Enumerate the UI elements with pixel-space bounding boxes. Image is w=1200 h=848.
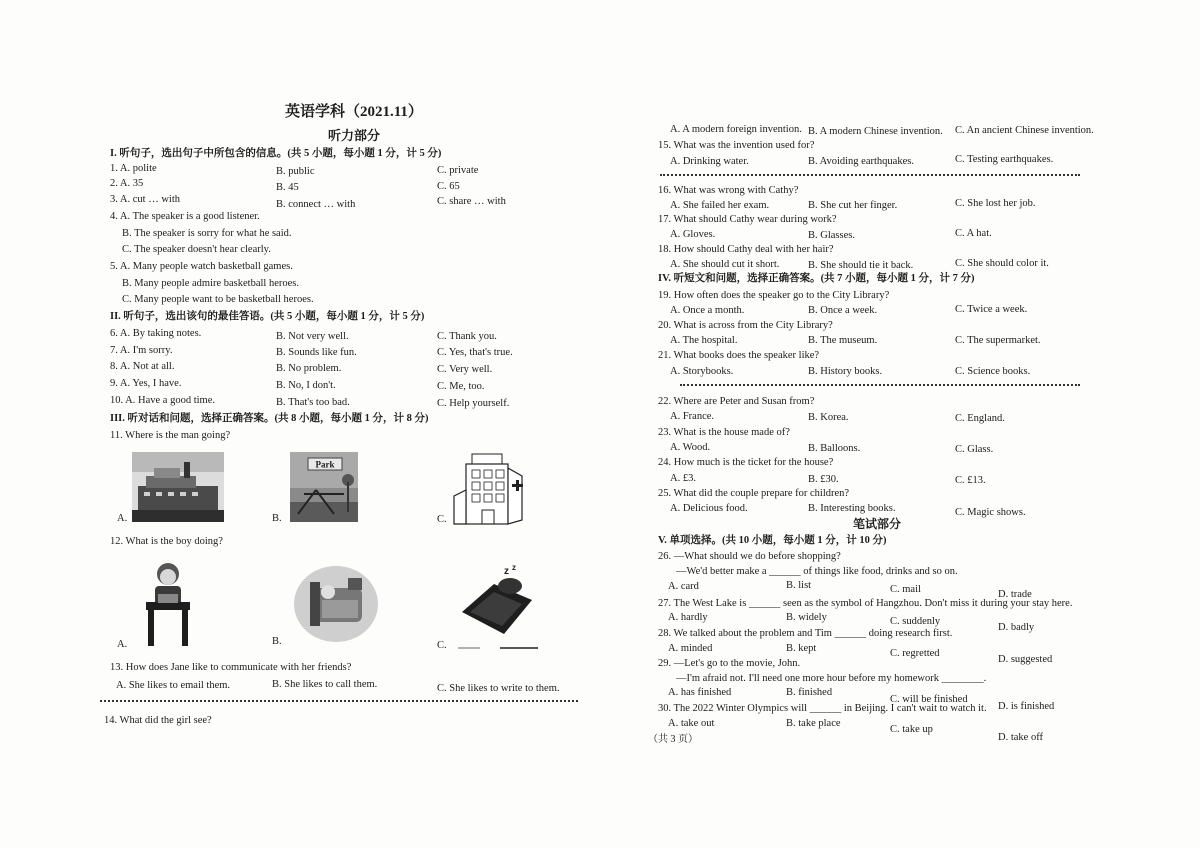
q19-question: 19. How often does the speaker go to the City Library? (658, 290, 890, 301)
q20-question: 20. What is across from the City Library? (658, 320, 833, 331)
q14-option-b: B. A modern Chinese invention. (808, 126, 943, 137)
q3-option-c: C. share … with (437, 196, 506, 207)
q1-option-a: 1. A. polite (110, 163, 157, 174)
q15-option-b: B. Avoiding earthquakes. (808, 156, 914, 167)
park-sign-text: Park (315, 459, 335, 470)
listening-heading: 听力部分 (328, 128, 381, 143)
q1-option-b: B. public (276, 166, 315, 177)
q28-option-a: A. minded (668, 643, 713, 654)
q2-option-c: C. 65 (437, 181, 460, 192)
q11-option-b-label: B. (272, 513, 282, 524)
section-2-heading: II. 听句子，选出该句的最佳答语。(共 5 小题，每小题 1 分，计 5 分) (110, 311, 425, 322)
q20-option-c: C. The supermarket. (955, 335, 1041, 346)
q10-option-c: C. Help yourself. (437, 398, 510, 409)
q29-question: 29. —Let's go to the movie, John. (658, 658, 801, 669)
q29-option-b: B. finished (786, 687, 833, 698)
q9-option-a: 9. A. Yes, I have. (110, 378, 182, 389)
q5-option-b: B. Many people admire basketball heroes. (122, 278, 299, 289)
q28-option-b: B. kept (786, 643, 817, 654)
q5-option-c: C. Many people want to be basketball heroes. (122, 294, 314, 305)
section-1-heading: I. 听句子，选出句子中所包含的信息。(共 5 小题，每小题 1 分，计 5 分) (110, 148, 442, 159)
q14-option-a: A. A modern foreign invention. (670, 124, 802, 135)
q19-option-b: B. Once a week. (808, 305, 878, 316)
q13-option-c: C. She likes to write to them. (437, 683, 560, 694)
q30-question: 30. The 2022 Winter Olympics will ______ in Beijing. I can't wait to watch it. (658, 703, 987, 714)
q2-option-b: B. 45 (276, 182, 299, 193)
q19-option-c: C. Twice a week. (955, 304, 1028, 315)
q21-option-a: A. Storybooks. (670, 366, 734, 377)
q8-option-c: C. Very well. (437, 364, 493, 375)
q16-question: 16. What was wrong with Cathy? (658, 185, 799, 196)
page-count-footer: （共 3 页） (648, 734, 698, 745)
q13-option-a: A. She likes to email them. (116, 680, 231, 691)
q26-option-b: B. list (786, 580, 812, 591)
q4-option-a: 4. A. The speaker is a good listener. (110, 211, 260, 222)
q26-option-d: D. trade (998, 589, 1032, 600)
section-3-heading: III. 听对话和问题，选择正确答案。(共 8 小题，每小题 1 分，计 8 分) (110, 413, 429, 424)
q27-option-b: B. widely (786, 612, 827, 623)
q9-option-c: C. Me, too. (437, 381, 485, 392)
q22-option-b: B. Korea. (808, 412, 849, 423)
q30-option-c: C. take up (890, 724, 933, 735)
q21-option-b: B. History books. (808, 366, 883, 377)
q8-option-a: 8. A. Not at all. (110, 361, 175, 372)
q13-question: 13. How does Jane like to communicate with her friends? (110, 662, 352, 673)
q15-option-c: C. Testing earthquakes. (955, 154, 1054, 165)
q6-option-c: C. Thank you. (437, 331, 497, 342)
q18-option-c: C. She should color it. (955, 258, 1049, 269)
q26-question-line2: —We'd better make a ______ of things like food, drinks and so on. (676, 566, 958, 577)
q10-option-a: 10. A. Have a good time. (110, 395, 215, 406)
q23-option-c: C. Glass. (955, 444, 994, 455)
q17-option-c: C. A hat. (955, 228, 992, 239)
q27-option-c: C. suddenly (890, 616, 941, 627)
cut-line-right-1 (660, 174, 1080, 176)
q24-option-c: C. £13. (955, 475, 986, 486)
q15-question: 15. What was the invention used for? (658, 140, 815, 151)
q6-option-a: 6. A. By taking notes. (110, 328, 202, 339)
q26-option-a: A. card (668, 581, 699, 592)
q23-option-b: B. Balloons. (808, 443, 861, 454)
q27-option-d: D. badly (998, 622, 1035, 633)
svg-text:z: z (512, 563, 516, 572)
q12-option-c-label: C. (437, 640, 447, 651)
q26-question: 26. —What should we do before shopping? (658, 551, 841, 562)
q24-option-b: B. £30. (808, 474, 839, 485)
q25-option-c: C. Magic shows. (955, 507, 1026, 518)
q18-question: 18. How should Cathy deal with her hair? (658, 244, 834, 255)
hospital-picture (452, 450, 524, 528)
q30-option-a: A. take out (668, 718, 715, 729)
park-picture (290, 452, 358, 522)
q26-option-c: C. mail (890, 584, 921, 595)
q5-option-a: 5. A. Many people watch basketball games. (110, 261, 293, 272)
boy-at-desk-picture (142, 560, 194, 648)
q29-option-a: A. has finished (668, 687, 732, 698)
q16-option-b: B. She cut her finger. (808, 200, 898, 211)
q11-option-c-label: C. (437, 514, 447, 525)
q3-option-a: 3. A. cut … with (110, 194, 180, 205)
exam-title: 英语学科（2021.11） (285, 104, 423, 120)
q10-option-b: B. That's too bad. (276, 397, 350, 408)
q22-option-c: C. England. (955, 413, 1005, 424)
q3-option-b: B. connect … with (276, 199, 356, 210)
q27-option-a: A. hardly (668, 612, 708, 623)
q20-option-a: A. The hospital. (670, 335, 738, 346)
q30-option-b: B. take place (786, 718, 841, 729)
q30-option-d: D. take off (998, 732, 1043, 743)
q6-option-b: B. Not very well. (276, 331, 349, 342)
q16-option-c: C. She lost her job. (955, 198, 1036, 209)
q8-option-b: B. No problem. (276, 363, 342, 374)
q4-option-b: B. The speaker is sorry for what he said. (122, 228, 292, 239)
pillow-picture (458, 562, 542, 650)
q29-question-line2: —I'm afraid not. I'll need one more hour before my homework ________. (676, 673, 987, 684)
q27-question: 27. The West Lake is ______ seen as the symbol of Hangzhou. Don't miss it during your stay here. (658, 598, 1073, 609)
q28-option-c: C. regretted (890, 648, 940, 659)
q12-option-a-label: A. (117, 639, 128, 650)
q1-option-c: C. private (437, 165, 479, 176)
q2-option-a: 2. A. 35 (110, 178, 144, 189)
q29-option-c: C. will be finished (890, 694, 968, 705)
q22-question: 22. Where are Peter and Susan from? (658, 396, 815, 407)
q23-question: 23. What is the house made of? (658, 427, 790, 438)
q7-option-b: B. Sounds like fun. (276, 347, 357, 358)
q16-option-a: A. She failed her exam. (670, 200, 770, 211)
q20-option-b: B. The museum. (808, 335, 878, 346)
boy-sleeping-picture (292, 560, 380, 644)
q17-question: 17. What should Cathy wear during work? (658, 214, 837, 225)
q29-option-d: D. is finished (998, 701, 1055, 712)
cut-line-left (100, 700, 578, 702)
q17-option-b: B. Glasses. (808, 230, 855, 241)
q7-option-c: C. Yes, that's true. (437, 347, 513, 358)
q9-option-b: B. No, I don't. (276, 380, 336, 391)
q21-option-c: C. Science books. (955, 366, 1031, 377)
written-heading: 笔试部分 (853, 517, 902, 531)
section-5-heading: V. 单项选择。(共 10 小题，每小题 1 分，计 10 分) (658, 535, 887, 546)
q21-question: 21. What books does the speaker like? (658, 350, 820, 361)
q18-option-a: A. She should cut it short. (670, 259, 780, 270)
q13-option-b: B. She likes to call them. (272, 679, 378, 690)
q17-option-a: A. Gloves. (670, 229, 716, 240)
q24-question: 24. How much is the ticket for the house? (658, 457, 834, 468)
q12-question: 12. What is the boy doing? (110, 536, 223, 547)
q7-option-a: 7. A. I'm sorry. (110, 345, 173, 356)
q14-option-c: C. An ancient Chinese invention. (955, 125, 1094, 136)
q25-question: 25. What did the couple prepare for children? (658, 488, 850, 499)
q25-option-a: A. Delicious food. (670, 503, 748, 514)
ship-picture (132, 452, 224, 522)
q19-option-a: A. Once a month. (670, 305, 745, 316)
q4-option-c: C. The speaker doesn't hear clearly. (122, 244, 271, 255)
svg-text:z: z (504, 566, 509, 577)
q25-option-b: B. Interesting books. (808, 503, 896, 514)
cut-line-right-2 (680, 384, 1080, 386)
q14-question: 14. What did the girl see? (104, 715, 212, 726)
q24-option-a: A. £3. (670, 473, 696, 484)
q18-option-b: B. She should tie it back. (808, 260, 914, 271)
q11-question: 11. Where is the man going? (110, 430, 231, 441)
section-4-heading: IV. 听短文和问题，选择正确答案。(共 7 小题，每小题 1 分，计 7 分) (658, 273, 975, 284)
q15-option-a: A. Drinking water. (670, 156, 749, 167)
q11-option-a-label: A. (117, 513, 128, 524)
q28-option-d: D. suggested (998, 654, 1053, 665)
q23-option-a: A. Wood. (670, 442, 711, 453)
q12-option-b-label: B. (272, 636, 282, 647)
q22-option-a: A. France. (670, 411, 715, 422)
q28-question: 28. We talked about the problem and Tim ______ doing research first. (658, 628, 953, 639)
